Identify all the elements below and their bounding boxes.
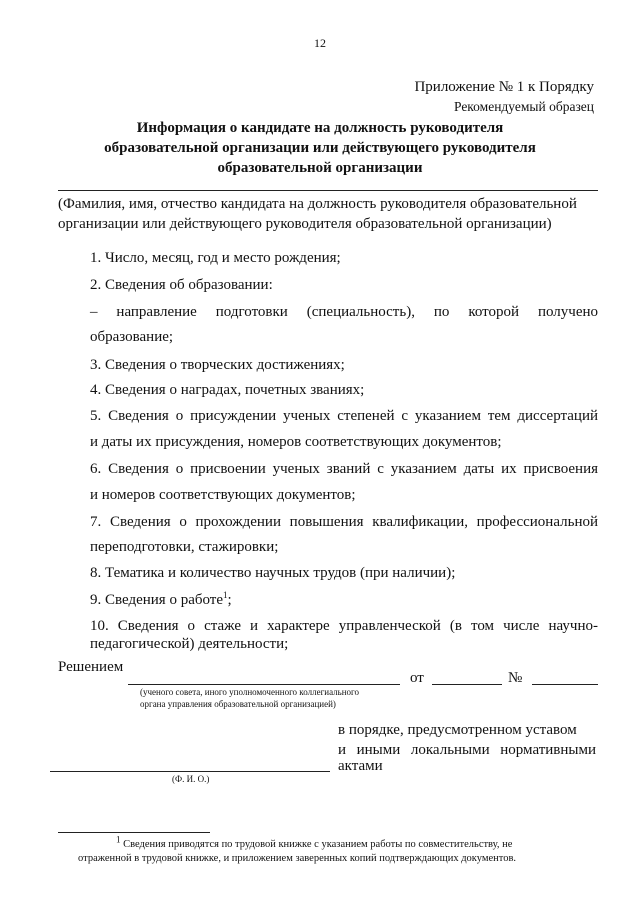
item-3: 3. Сведения о творческих достижениях; — [90, 357, 345, 373]
footnote-line1 — [58, 834, 598, 852]
item-9 — [90, 590, 232, 610]
council-caption — [140, 686, 410, 710]
date-fill-line — [432, 684, 502, 685]
item-5-line1: 5. Сведения о присуждении ученых степеней с указанием тем диссертаций — [90, 408, 598, 424]
item-10-line1: 10. Сведения о стаже и характере управленческой (в том числе научно- — [90, 618, 598, 634]
number-fill-line — [532, 684, 598, 685]
council-caption-line: органа управления образовательной организацией) — [140, 699, 336, 709]
item-7-line1: 7. Сведения о прохождении повышения квалификации, профессиональной — [90, 514, 598, 530]
item-7-line2: переподготовки, стажировки; — [90, 539, 279, 555]
item-2: 2. Сведения об образовании: — [90, 277, 273, 293]
page-number: 12 — [314, 36, 326, 50]
decision-text-line2: и иными локальными нормативными — [338, 742, 596, 758]
item-10-line2: педагогической) деятельности; — [90, 636, 289, 652]
item-2a-line2: образование; — [90, 329, 174, 345]
footnote-ref: 1 — [223, 590, 228, 600]
item-4: 4. Сведения о наградах, почетных званиях; — [90, 382, 365, 398]
title-line: Информация о кандидате на должность руководителя — [136, 120, 504, 136]
item-2a-line1: – направление подготовки (специальность), по которой получено — [90, 304, 598, 320]
item-1: 1. Число, месяц, год и место рождения; — [90, 250, 341, 266]
footnote-mark: 1 — [116, 834, 121, 845]
fio-caption: (Фамилия, имя, отчество кандидата на должность руководителя образовательной организации или действующего руководителя образовательной организации) — [58, 196, 577, 232]
item-6-line2: и номеров соответствующих документов; — [90, 487, 356, 503]
item-9-text: 9. Сведения о работе — [90, 592, 224, 608]
item-5-line2: и даты их присуждения, номеров соответствующих документов; — [90, 434, 502, 450]
appendix-header — [414, 78, 594, 116]
fio-fill-line — [58, 190, 598, 191]
footnote — [58, 834, 598, 866]
fio-sign-line — [50, 771, 330, 772]
sample-label: Рекомендуемый образец — [453, 99, 594, 114]
footnote-text: Сведения приводятся по трудовой книжке с указанием работы по совместительству, не — [123, 839, 513, 850]
council-fill-line — [128, 684, 400, 685]
item-9-end: ; — [227, 592, 232, 608]
number-sign: № — [508, 670, 523, 686]
decision-text-line1: в порядке, предусмотренном уставом — [338, 722, 577, 738]
fio-sign-caption: (Ф. И. О.) — [172, 774, 210, 784]
document-title — [90, 118, 550, 178]
date-prefix: от — [410, 670, 424, 686]
title-line: образовательной организации или действующего руководителя — [104, 140, 536, 156]
council-caption-line: (ученого совета, иного уполномоченного коллегиального — [140, 687, 360, 697]
decision-text-line3: актами — [338, 758, 383, 774]
footnote-line2: отраженной в трудовой книжке, и приложением заверенных копий подтверждающих документов. — [78, 853, 517, 864]
title-line: образовательной организации — [217, 160, 423, 176]
item-6-line1: 6. Сведения о присвоении ученых званий с указанием даты их присвоения — [90, 461, 598, 477]
appendix-line: Приложение № 1 к Порядку — [414, 79, 594, 95]
footnote-separator — [58, 832, 210, 833]
decision-label: Решением — [58, 659, 124, 675]
item-8: 8. Тематика и количество научных трудов (при наличии); — [90, 565, 456, 581]
